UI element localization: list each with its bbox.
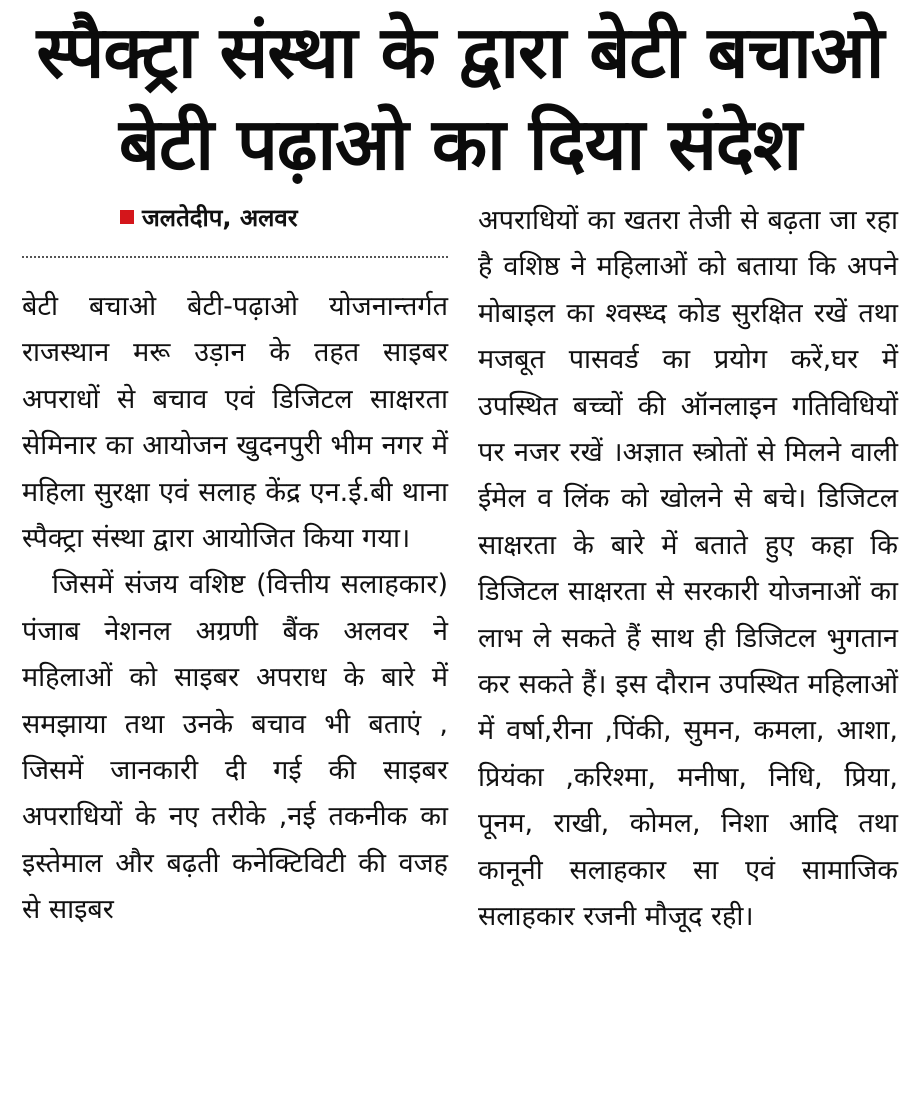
headline-line-1: स्पैक्ट्रा संस्था के द्वारा बेटी बचाओ — [36, 10, 884, 94]
article-column-right — [478, 198, 898, 941]
headline — [0, 6, 920, 190]
dotted-divider — [22, 256, 448, 258]
article-paragraph: अपराधियों का खतरा तेजी से बढ़ता जा रहा है वशिष्ठ ने महिलाओं को बताया कि अपने मोबाइल का श्वस्ध्द कोड सुरक्षित रखें तथा मजबूत पासवर्ड का प्रयोग करें,घर में उपस्थित बच्चों की ऑनलाइन गतिविधियों पर नजर रखें ।अज्ञात स्त्रोतों से मिलने वाली ईमेल व लिंक को खोलने से बचे। डिजिटल साक्षरता के बारे में बताते हुए कहा कि डिजिटल साक्षरता से सरकारी योजनाओं का लाभ ले सकते हैं साथ ही डिजिटल भुगतान कर सकते हैं। इस दौरान उपस्थित महिलाओं में वर्षा,रीना ,पिंकी, सुमन, कमला, आशा, प्रियंका ,करिश्मा, मनीषा, निधि, प्रिया, पूनम, राखी, कोमल, निशा आदि तथा कानूनी सलाहकार सा एवं सामाजिक सलाहकार रजनी मौजूद रही। — [478, 205, 898, 933]
headline-line-2: बेटी पढ़ाओ का दिया संदेश — [118, 102, 802, 186]
article-paragraph: बेटी बचाओ बेटी-पढ़ाओ योजनान्तर्गत राजस्थान मरू उड़ान के तहत साइबर अपराधों से बचाव एवं डिजिटल साक्षरता सेमिनार का आयोजन खुदनपुरी भीम नगर में महिला सुरक्षा एवं सलाह केंद्र एन.ई.बी थाना स्पैक्ट्रा संस्था द्वारा आयोजित किया गया। — [22, 291, 448, 555]
article-column-left — [22, 284, 448, 934]
dateline-text: जलतेदीप, अलवर — [142, 204, 298, 232]
article-paragraph: जिसमें संजय वशिष्ट (वित्तीय सलाहकार) पंजाब नेशनल अग्रणी बैंक अलवर ने महिलाओं को साइबर अपराध के बारे में समझाया तथा उनके बचाव भी बताएं , जिसमें जानकारी दी गई की साइबर अपराधियों के नए तरीके ,नई तकनीक का इस्तेमाल और बढ़ती कनेक्टिविटी की वजह से साइबर — [22, 569, 448, 926]
dateline — [120, 200, 298, 236]
square-bullet-icon — [120, 210, 134, 224]
